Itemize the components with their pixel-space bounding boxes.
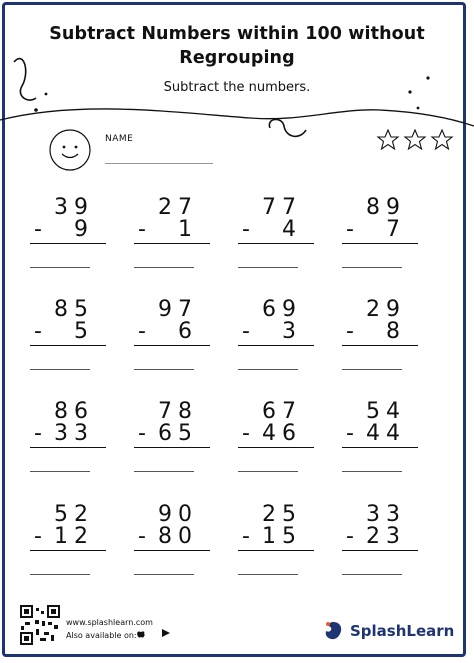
answer-line[interactable] [30,267,90,268]
minus-sign: - [346,217,354,242]
minuend: 78 [158,399,198,424]
answer-line[interactable] [134,574,194,575]
answer-line[interactable] [134,267,194,268]
minus-sign: - [242,524,250,549]
subtraction-problem [130,504,210,584]
subtrahend: 80 [158,524,198,549]
minus-sign: - [346,319,354,344]
subtraction-problem [130,401,210,481]
subtrahend: 3 [282,319,302,344]
answer-line[interactable] [238,574,298,575]
answer-line[interactable] [238,369,298,370]
answer-line[interactable] [238,471,298,472]
problem-rule [134,550,210,551]
subtrahend: 9 [74,217,94,242]
problem-rule [30,550,106,551]
brand-logo [322,620,454,642]
subtrahend: 7 [386,217,406,242]
answer-line[interactable] [342,574,402,575]
answer-line[interactable] [238,267,298,268]
subtrahend: 8 [386,319,406,344]
store-icons [136,628,171,639]
subtraction-problem [130,299,210,379]
answer-line[interactable] [342,369,402,370]
minus-sign: - [138,421,146,446]
minuend: 86 [54,399,94,424]
minuend: 25 [262,502,302,527]
subtrahend: 15 [262,524,302,549]
problem-rule [134,447,210,448]
problem-rule [342,550,418,551]
subtraction-problem [338,504,418,584]
answer-line[interactable] [30,471,90,472]
problem-rule [238,345,314,346]
minus-sign: - [34,421,42,446]
name-label: NAME [105,134,134,144]
brand-name: SplashLearn [350,622,455,640]
minus-sign: - [346,524,354,549]
answer-line[interactable] [134,471,194,472]
subtraction-problem [338,299,418,379]
problem-rule [342,447,418,448]
subtrahend: 12 [54,524,94,549]
play-store-icon[interactable] [161,628,171,638]
answer-line[interactable] [134,369,194,370]
minuend: 39 [54,195,94,220]
subtrahend: 6 [178,319,198,344]
minuend: 54 [366,399,406,424]
subtrahend: 33 [54,421,94,446]
problem-rule [238,447,314,448]
minuend: 52 [54,502,94,527]
title-line-1: Subtract Numbers within 100 without [49,24,425,44]
subtraction-problem [338,401,418,481]
dot-decoration [34,108,38,112]
subtraction-problem [234,197,314,277]
problem-rule [30,243,106,244]
minuend: 77 [262,195,302,220]
subtraction-problem [234,504,314,584]
title-line-2: Regrouping [179,48,295,68]
subtraction-problem [26,401,106,481]
subtrahend: 1 [178,217,198,242]
minus-sign: - [34,217,42,242]
dot-decoration [417,107,420,110]
subtraction-problem [130,197,210,277]
minus-sign: - [242,217,250,242]
website-link[interactable]: www.splashlearn.com [66,618,153,627]
answer-line[interactable] [342,267,402,268]
problem-rule [30,447,106,448]
subtraction-problem [26,299,106,379]
subtraction-problem [234,299,314,379]
problem-rule [238,243,314,244]
minus-sign: - [346,421,354,446]
problem-rule [30,345,106,346]
subtrahend: 4 [282,217,302,242]
minuend: 69 [262,297,302,322]
minus-sign: - [34,319,42,344]
instruction: Subtract the numbers. [163,80,311,95]
problem-rule [134,243,210,244]
minuend: 27 [158,195,198,220]
star-icon [432,130,452,149]
answer-line[interactable] [342,471,402,472]
problem-rule [342,243,418,244]
minuend: 29 [366,297,406,322]
subtrahend: 23 [366,524,406,549]
subtrahend: 5 [74,319,94,344]
subtraction-problem [26,197,106,277]
minus-sign: - [242,319,250,344]
minuend: 90 [158,502,198,527]
minuend: 85 [54,297,94,322]
subtraction-problem [234,401,314,481]
answer-line[interactable] [30,574,90,575]
minuend: 33 [366,502,406,527]
splashlearn-logo-icon [322,620,344,642]
wave-decoration [0,109,474,126]
minus-sign: - [242,421,250,446]
subtrahend: 46 [262,421,302,446]
swirl-decoration [269,119,306,136]
available-label: Also available on: [66,631,137,640]
problem-rule [238,550,314,551]
minus-sign: - [138,217,146,242]
subtrahend: 44 [366,421,406,446]
qr-code-icon [20,605,60,645]
subtraction-problem [26,504,106,584]
minus-sign: - [138,524,146,549]
minuend: 67 [262,399,302,424]
star-icon [378,130,398,149]
subtraction-problem [338,197,418,277]
answer-line[interactable] [30,369,90,370]
star-icon [405,130,425,149]
minuend: 89 [366,195,406,220]
subtrahend: 65 [158,421,198,446]
problem-rule [134,345,210,346]
minus-sign: - [138,319,146,344]
apple-icon[interactable] [136,628,158,638]
problem-rule [342,345,418,346]
minus-sign: - [34,524,42,549]
page-title [0,22,474,70]
smiley-face-icon [48,128,92,172]
minuend: 97 [158,297,198,322]
name-input-line[interactable] [105,163,213,164]
rating-stars [376,128,458,154]
